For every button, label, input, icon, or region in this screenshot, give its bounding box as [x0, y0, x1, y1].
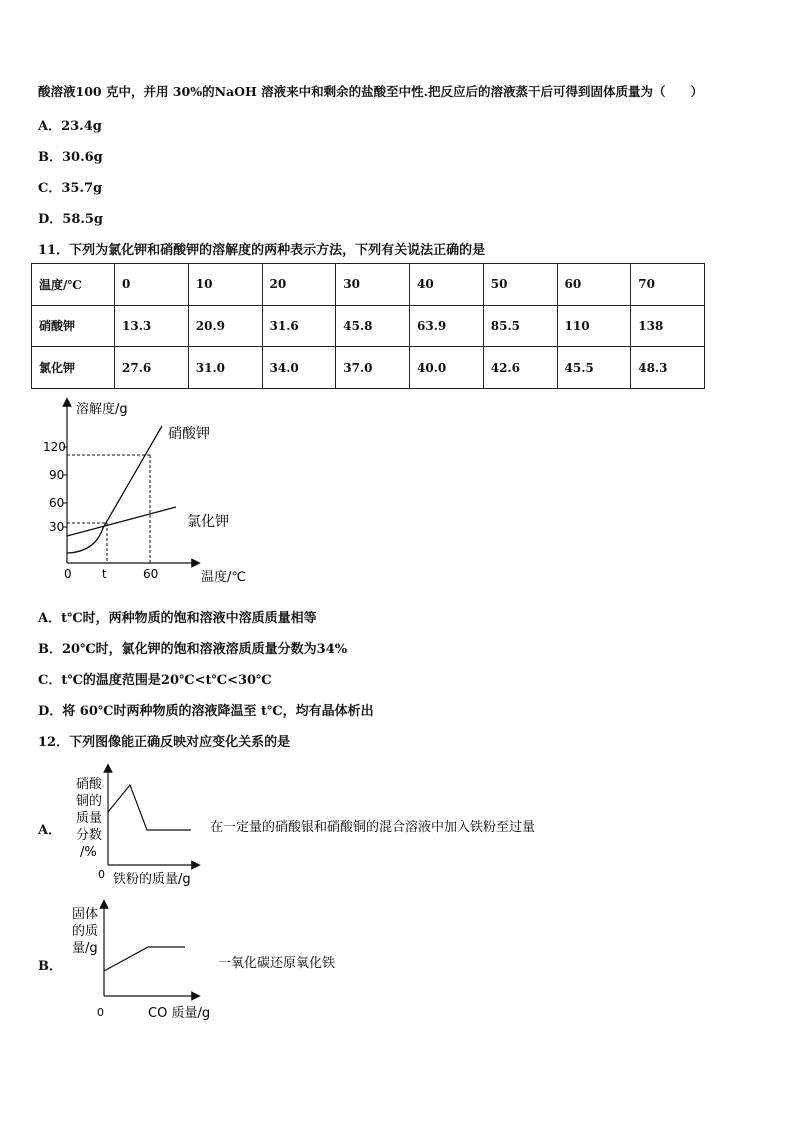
table-cell: 31.0 [188, 347, 262, 389]
graph-x-tick: t [102, 567, 107, 581]
table-cell: 27.6 [115, 347, 189, 389]
kcl-curve [67, 507, 176, 536]
table-cell: 48.3 [631, 347, 705, 389]
table-cell: 40 [410, 264, 484, 306]
q12-option-b-letter: B． [38, 959, 62, 974]
table-cell: 45.5 [557, 347, 631, 389]
chartA-curve [108, 785, 191, 830]
table-cell: 硝酸钾 [32, 305, 115, 347]
chartB-y-label: 固体 [72, 907, 99, 922]
chartB-y-label: 的质 [72, 924, 99, 939]
table-cell: 温度/℃ [32, 264, 115, 306]
q10-option-d: D．58.5g [38, 212, 104, 227]
chartA-y-label: /% [80, 845, 97, 860]
kno3-label: 硝酸钾 [168, 426, 210, 442]
table-cell: 85.5 [483, 305, 557, 347]
table-cell: 70 [631, 264, 705, 306]
q10-text: 酸溶液100 克中，并用 30%的NaOH 溶液来中和剩余的盐酸至中性.把反应后的溶液蒸干后可得到固体质量为（ ） [38, 84, 703, 99]
table-cell: 0 [115, 264, 189, 306]
graph-y-tick: 120 [43, 440, 66, 454]
table-cell: 34.0 [262, 347, 336, 389]
chartB-description: 一氧化碳还原氧化铁 [218, 956, 336, 971]
q11-option-a: A．t℃时，两种物质的饱和溶液中溶质质量相等 [38, 611, 317, 626]
chartB-x-label: CO 质量/g [148, 1006, 211, 1021]
table-cell: 37.0 [336, 347, 410, 389]
table-cell: 42.6 [483, 347, 557, 389]
chartA-y-label: 质量 [76, 811, 103, 826]
chartB-origin: 0 [97, 1006, 104, 1019]
table-cell: 13.3 [115, 305, 189, 347]
graph-y-tick: 60 [49, 496, 65, 510]
q10-option-a: A．23.4g [38, 119, 102, 134]
table-cell: 20.9 [188, 305, 262, 347]
chartA-y-label: 铜的 [76, 794, 103, 809]
table-cell: 110 [557, 305, 631, 347]
graph-y-label: 溶解度/g [76, 402, 128, 417]
graph-x-tick: 60 [143, 567, 159, 581]
q11-stem: 11．下列为氯化钾和硝酸钾的溶解度的两种表示方法，下列有关说法正确的是 [38, 243, 486, 258]
table-cell: 45.8 [336, 305, 410, 347]
q12-option-a-letter: A． [38, 823, 62, 838]
q11-option-d: D．将 60℃时两种物质的溶液降温至 t℃，均有晶体析出 [38, 704, 374, 719]
q10-option-c: C．35.7g [38, 181, 103, 196]
q11-option-c: C．t℃的温度范围是20℃<t℃<30℃ [38, 673, 272, 688]
table-cell: 138 [631, 305, 705, 347]
table-cell: 31.6 [262, 305, 336, 347]
chartA-description: 在一定量的硝酸银和硝酸铜的混合溶液中加入铁粉至过量 [210, 820, 536, 835]
table-cell: 40.0 [410, 347, 484, 389]
graph-y-tick: 30 [49, 520, 65, 534]
chartB-y-label: 量/g [72, 941, 98, 956]
table-cell: 60 [557, 264, 631, 306]
graph-y-tick: 90 [49, 468, 65, 482]
q10-option-b: B．30.6g [38, 150, 103, 165]
chartA-origin: 0 [98, 868, 105, 881]
chartA-x-label: 铁粉的质量/g [113, 872, 191, 887]
chartA-y-label: 硝酸 [76, 777, 103, 792]
table-cell: 30 [336, 264, 410, 306]
graph-x-label: 温度/℃ [201, 570, 246, 585]
table-cell: 10 [188, 264, 262, 306]
q12-stem: 12．下列图像能正确反映对应变化关系的是 [38, 735, 291, 750]
graph-x-tick: 0 [64, 567, 72, 581]
table-cell: 63.9 [410, 305, 484, 347]
table-cell: 50 [483, 264, 557, 306]
chartA-y-label: 分数 [76, 828, 103, 843]
q11-option-b: B．20℃时，氯化钾的饱和溶液溶质质量分数为34% [38, 642, 348, 657]
table-cell: 20 [262, 264, 336, 306]
chartB-curve [104, 947, 185, 971]
kcl-label: 氯化钾 [187, 514, 229, 530]
table-cell: 氯化钾 [32, 347, 115, 389]
kno3-curve [67, 426, 162, 553]
